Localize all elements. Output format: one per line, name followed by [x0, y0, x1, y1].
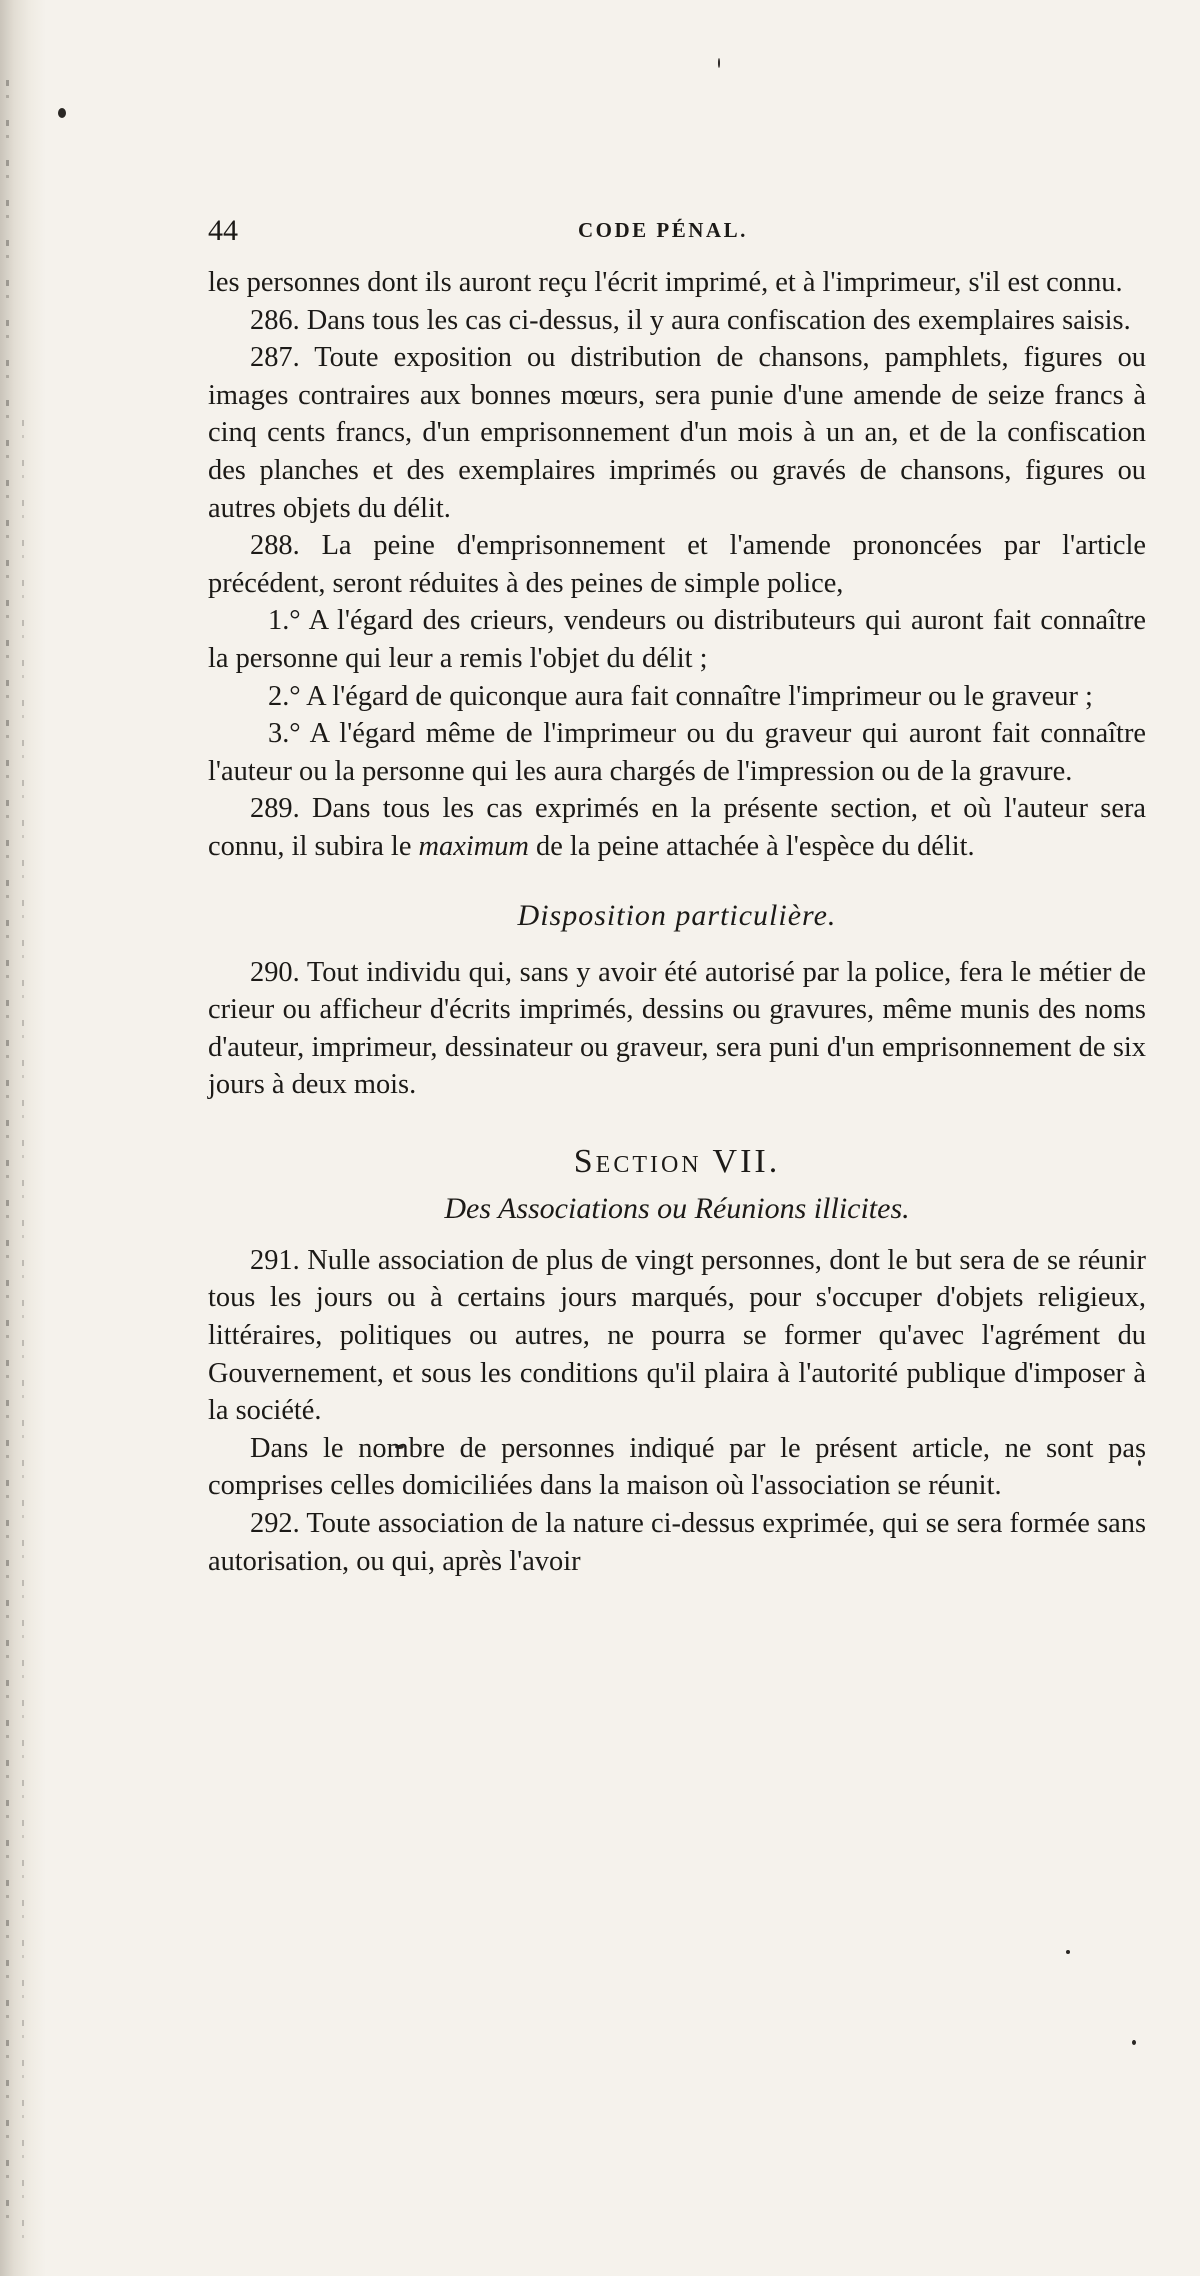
article-291-paragraph-2: Dans le nombre de personnes indiqué par le présent article, ne sont pas comprises celles domiciliées dans la maison où l'association se réunit. — [208, 1432, 1146, 1502]
section-subtitle: Des Associations ou Réunions illicites. — [444, 1191, 910, 1225]
article-289-italic-term: maximum — [418, 830, 529, 862]
article-288-item-2: 2.° A l'égard de quiconque aura fait connaître l'imprimeur ou le graveur ; — [268, 680, 1093, 712]
binding-shadow — [0, 0, 46, 2276]
running-head: CODE PÉNAL. — [578, 218, 748, 242]
ink-speck — [1066, 1950, 1070, 1954]
article-289-text-end: de la peine attachée à l'espèce du délit. — [528, 830, 975, 862]
article-288-item-1: 1.° A l'égard des crieurs, vendeurs ou distributeurs qui auront fait connaître la personne qui leur a remis l'objet du délit ; — [208, 605, 1146, 674]
ink-speck — [58, 108, 66, 118]
section-heading: Section VII. — [573, 1142, 781, 1180]
page-number: 44 — [208, 214, 238, 247]
binding-streak — [6, 80, 9, 2230]
ink-speck — [1132, 2040, 1136, 2045]
text-block — [208, 210, 1146, 1580]
article-292: 292. Toute association de la nature ci-dessus exprimée, qui se sera formée sans autorisation, ou qui, après l'avoir — [208, 1508, 1146, 1577]
article-289 — [208, 790, 1146, 865]
article-287: 287. Toute exposition ou distribution de chansons, pamphlets, figures ou images contraires aux bonnes mœurs, sera punie d'une amende de seize francs à cinq cents francs, d'un emprisonnement d'un mois à un an, et de la confiscation des planches et des exemplaires imprimés ou gravés de chansons, figures ou autres objets du délit. — [208, 342, 1146, 524]
article-291: 291. Nulle association de plus de vingt personnes, dont le but sera de se réunir tous les jours ou à certains jours marqués, pour s'occuper d'objets religieux, littéraires, politiques ou autres, ne pourra se former qu'avec l'agrément du Gouvernement, et sous les conditions qu'il plaira à l'autorité publique d'imposer à la société. — [208, 1244, 1146, 1427]
article-288-item-3: 3.° A l'égard même de l'imprimeur ou du graveur qui auront fait connaître l'auteur ou la personne qui les aura chargés de l'impression ou de la gravure. — [208, 718, 1146, 787]
binding-streak — [22, 420, 24, 2240]
paragraph-continuation: les personnes dont ils auront reçu l'écrit imprimé, et à l'imprimeur, s'il est connu. — [208, 267, 1123, 298]
article-289-text-start: 289. Dans tous les cas exprimés en la présente section, et où l'auteur sera connu, il subira le — [208, 793, 1146, 862]
ink-speck — [718, 58, 720, 68]
page-header — [208, 210, 1146, 254]
article-286: 286. Dans tous les cas ci-dessus, il y aura confiscation des exemplaires saisis. — [250, 304, 1131, 336]
disposition-heading: Disposition particulière. — [517, 898, 837, 932]
article-288: 288. La peine d'emprisonnement et l'amende prononcées par l'article précédent, seront réduites à des peines de simple police, — [208, 530, 1146, 599]
article-290: 290. Tout individu qui, sans y avoir été autorisé par la police, fera le métier de crieur ou afficheur d'écrits imprimés, dessins ou gravures, même munis des noms d'auteur, imprimeur, dessinateur ou graveur, sera puni d'un emprisonnement de six jours à deux mois. — [208, 956, 1146, 1101]
